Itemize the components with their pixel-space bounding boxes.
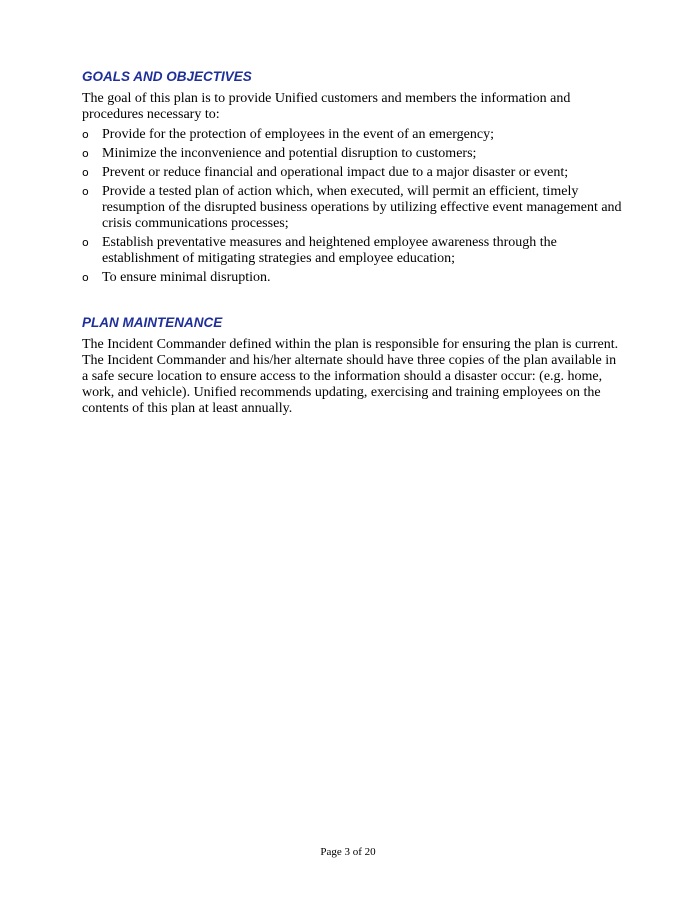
- list-item: [82, 184, 622, 232]
- list-item-text: Provide a tested plan of action which, when executed, will permit an efficient, timely resumption of the disrupted business operations by utilizing effective event management and crisis communications processes;: [102, 184, 622, 231]
- page-content: [82, 68, 622, 417]
- goals-section: [82, 68, 622, 286]
- list-item-text: Minimize the inconvenience and potential disruption to customers;: [102, 146, 477, 161]
- bullet-circle-icon: o: [82, 147, 89, 160]
- maintenance-section: [82, 314, 622, 417]
- goals-intro: The goal of this plan is to provide Unified customers and members the information and procedures necessary to:: [82, 91, 571, 122]
- maintenance-body: The Incident Commander defined within the plan is responsible for ensuring the plan is current. The Incident Commander and his/her alternate should have three copies of the plan available in a safe secure location to ensure access to the information should a disaster occur: (e.g. home, work, and vehicle). Unified recommends updating, exercising and training employees on the contents of this plan at least annually.: [82, 337, 619, 416]
- bullet-circle-icon: o: [82, 271, 89, 284]
- list-item-text: To ensure minimal disruption.: [102, 270, 271, 285]
- list-item: [82, 146, 622, 162]
- list-item: [82, 127, 622, 143]
- goals-heading: GOALS AND OBJECTIVES: [82, 69, 252, 84]
- list-item: [82, 270, 622, 286]
- bullet-circle-icon: o: [82, 128, 89, 141]
- list-item-text: Establish preventative measures and heightened employee awareness through the establishment of mitigating strategies and employee education;: [102, 235, 557, 266]
- list-item: [82, 165, 622, 181]
- page-number: Page 3 of 20: [320, 846, 376, 858]
- bullet-circle-icon: o: [82, 166, 89, 179]
- bullet-circle-icon: o: [82, 236, 89, 249]
- list-item-text: Provide for the protection of employees in the event of an emergency;: [102, 127, 494, 142]
- maintenance-heading: PLAN MAINTENANCE: [82, 315, 223, 330]
- list-item-text: Prevent or reduce financial and operational impact due to a major disaster or event;: [102, 165, 569, 180]
- goals-list: [82, 127, 622, 286]
- bullet-circle-icon: o: [82, 185, 89, 198]
- list-item: [82, 235, 622, 267]
